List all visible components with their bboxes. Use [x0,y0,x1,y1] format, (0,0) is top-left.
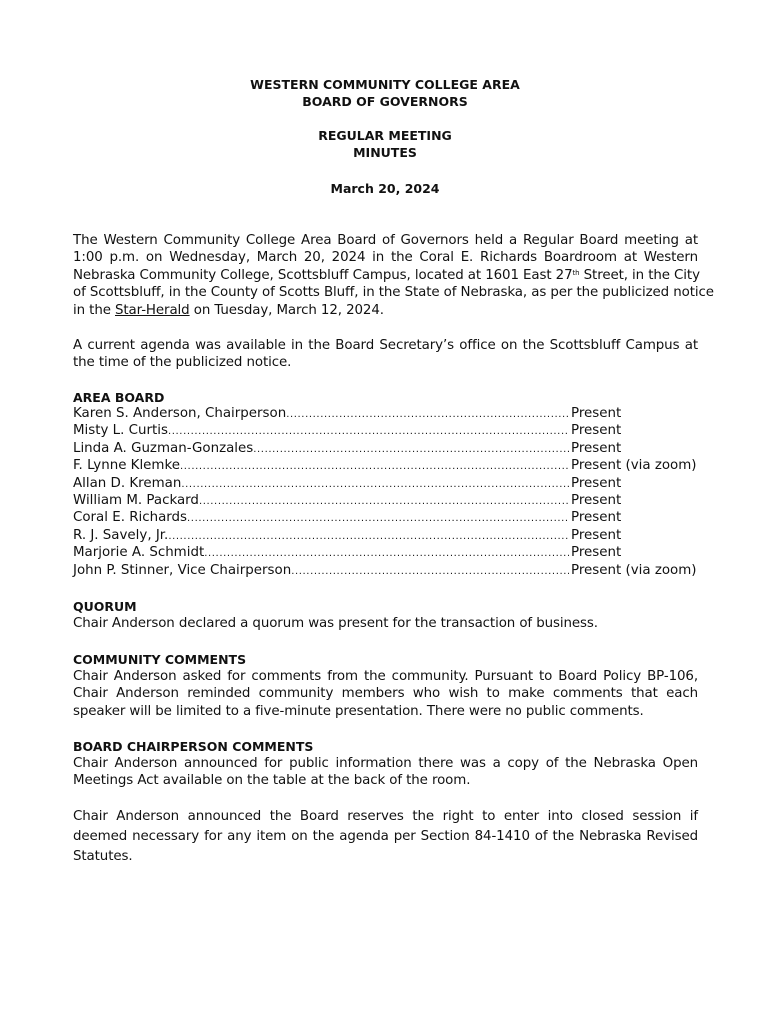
board-name: BOARD OF GOVERNORS [302,94,468,109]
member-name: R. J. Savely, Jr. [73,527,169,543]
document-header-meeting [0,127,770,161]
closed-session-line: deemed necessary for any item on the agenda per Section 84-1410 of the Nebraska Revised [73,829,698,844]
quorum-heading: QUORUM [73,599,137,614]
member-name: William M. Packard [73,492,199,508]
member-name: Misty L. Curtis [73,423,168,439]
chair-comments-heading: BOARD CHAIRPERSON COMMENTS [73,739,314,754]
roster-row [73,422,693,439]
meeting-type: REGULAR MEETING [318,128,452,143]
roster-row [73,457,697,474]
community-line: Chair Anderson asked for comments from the community. Pursuant to Board Policy BP-106, [73,669,698,684]
newspaper-name: Star-Herald [115,302,190,318]
member-name: Linda A. Guzman-Gonzales [73,440,254,456]
closed-session-line: Chair Anderson announced the Board reserves the right to enter into closed session if [73,809,698,824]
member-name: Allan D. Kreman [73,475,182,491]
member-name: Marjorie A. Schmidt [73,545,205,561]
roster-row [73,475,693,492]
intro-text: Nebraska Community College, Scottsbluff Campus, located at 1601 East 27 [73,267,573,283]
attendance-status: Present (via zoom) [571,458,697,474]
dot-leader [204,544,569,562]
community-comments-paragraph [73,668,698,720]
agenda-line: the time of the publicized notice. [73,355,292,371]
attendance-status: Present (via zoom) [571,562,697,578]
dot-leader [286,405,569,423]
member-name: Karen S. Anderson, Chairperson [73,406,287,421]
member-name: John P. Stinner, Vice Chairperson [73,562,292,578]
attendance-roster [73,405,697,579]
member-name: F. Lynne Klemke [73,458,180,474]
ordinal-suffix: th [572,268,580,277]
meeting-date: March 20, 2024 [330,181,440,196]
dot-leader [168,527,569,545]
roster-row [73,562,697,579]
roster-row [73,509,693,526]
roster-row [73,492,693,509]
org-name: WESTERN COMMUNITY COLLEGE AREA [250,77,520,92]
closed-session-paragraph [73,807,698,867]
intro-line: The Western Community College Area Board of Governors held a Regular Board meeting at [73,233,698,248]
intro-line [73,267,698,284]
intro-text: Street, in the City [579,267,700,283]
attendance-status: Present [571,492,622,508]
attendance-status: Present [571,440,622,456]
attendance-status: Present [571,406,622,421]
dot-leader [291,562,569,580]
community-line: Chair Anderson reminded community members who wish to make comments that each [73,686,698,702]
document-type: MINUTES [353,145,417,160]
intro-text: on Tuesday, March 12, 2024. [189,302,384,318]
dot-leader [180,457,569,475]
agenda-paragraph [73,337,698,372]
attendance-status: Present [571,527,622,543]
agenda-line: A current agenda was available in the Board Secretary’s office on the Scottsbluff Campus at [73,338,698,353]
attendance-status: Present [571,510,622,526]
attendance-status: Present [571,423,622,439]
intro-text: in the [73,302,115,318]
attendance-status: Present [571,475,622,491]
dot-leader [187,509,569,527]
community-line: speaker will be limited to a five-minute presentation. There were no public comments. [73,703,644,719]
document-header-org [0,76,770,110]
quorum-paragraph [73,615,698,632]
area-board-heading: AREA BOARD [73,390,165,405]
dot-leader [253,440,569,458]
member-name: Coral E. Richards [73,510,188,526]
roster-row [73,544,693,561]
chair-line: Chair Anderson announced for public information there was a copy of the Nebraska Open [73,756,698,771]
dot-leader [181,475,569,493]
community-comments-heading: COMMUNITY COMMENTS [73,652,247,667]
quorum-line: Chair Anderson declared a quorum was present for the transaction of business. [73,616,598,631]
roster-row [73,440,693,457]
attendance-status: Present [571,545,622,561]
intro-line: 1:00 p.m. on Wednesday, March 20, 2024 in the Coral E. Richards Boardroom at Western [73,250,698,266]
roster-row [73,405,693,422]
dot-leader [168,422,569,440]
chair-comments-paragraph [73,755,698,790]
roster-row [73,527,693,544]
intro-paragraph [73,232,714,319]
dot-leader [199,492,569,510]
closed-session-line: Statutes. [73,849,133,864]
intro-line: of Scottsbluff, in the County of Scotts Bluff, in the State of Nebraska, as per the publicized notice [73,285,714,301]
intro-line [73,302,698,319]
chair-line: Meetings Act available on the table at the back of the room. [73,773,471,789]
